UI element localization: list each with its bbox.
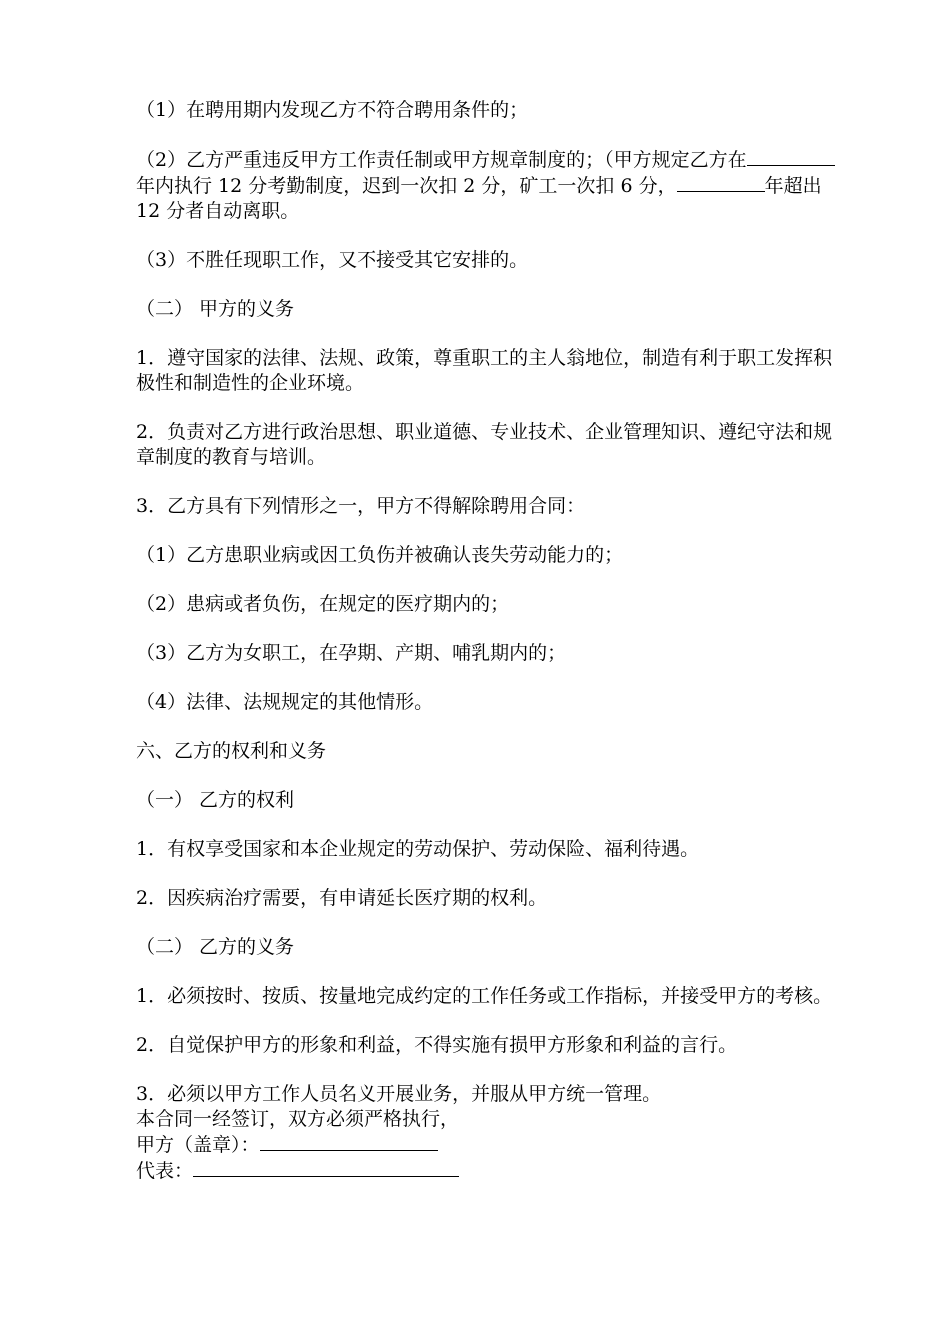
- representative-label: 代表：: [136, 1160, 194, 1182]
- representative-signature-field[interactable]: [193, 1158, 459, 1177]
- protection-item-3: （3）乙方为女职工，在孕期、产期、哺乳期内的；: [136, 642, 567, 664]
- section-heading-party-b-rights: （一） 乙方的权利: [136, 789, 295, 811]
- section-heading-party-b: 六、乙方的权利和义务: [136, 740, 327, 762]
- obligation-item-2: 2．负责对乙方进行政治思想、职业道德、专业技术、企业管理知识、遵纪守法和规章制度的教育与培训。: [136, 421, 833, 468]
- protection-item-2: （2）患病或者负伤，在规定的医疗期内的；: [136, 593, 510, 615]
- right-item-1: 1．有权享受国家和本企业规定的劳动保护、劳动保险、福利待遇。: [136, 838, 700, 860]
- protection-item-1: （1）乙方患职业病或因工负伤并被确认丧失劳动能力的；: [136, 544, 624, 566]
- party-a-signature-field[interactable]: [260, 1132, 438, 1151]
- section-heading-party-a-obligations: （二） 甲方的义务: [136, 298, 295, 320]
- party-a-signature-line: [136, 1132, 836, 1158]
- closing-statement: 本合同一经签订，双方必须严格执行，: [136, 1108, 460, 1130]
- clause-incompetent: （3）不胜任现职工作，又不接受其它安排的。: [136, 249, 529, 271]
- clause-rule-violation: [136, 147, 836, 224]
- year-blank-2[interactable]: [677, 173, 765, 192]
- obligation-item-3: 3．乙方具有下列情形之一，甲方不得解除聘用合同：: [136, 495, 586, 517]
- closing-block: [136, 1082, 836, 1184]
- clause-rule-violation-part1: （2）乙方严重违反甲方工作责任制或甲方规章制度的；（甲方规定乙方在: [136, 149, 747, 171]
- party-a-label: 甲方（盖章）：: [136, 1134, 260, 1156]
- clause-unqualified: （1）在聘用期内发现乙方不符合聘用条件的；: [136, 99, 529, 121]
- right-item-2: 2．因疾病治疗需要，有申请延长医疗期的权利。: [136, 887, 548, 909]
- party-b-obligation-item-3: 3．必须以甲方工作人员名义开展业务，并服从甲方统一管理。: [136, 1083, 662, 1105]
- party-b-obligation-item-2: 2．自觉保护甲方的形象和利益，不得实施有损甲方形象和利益的言行。: [136, 1034, 738, 1056]
- contract-page: [136, 98, 836, 1184]
- year-blank-1[interactable]: [747, 147, 835, 166]
- representative-line: [136, 1158, 836, 1184]
- obligation-item-1: 1．遵守国家的法律、法规、政策，尊重职工的主人翁地位，制造有利于职工发挥积极性和制造性的企业环境。: [136, 347, 833, 394]
- party-b-obligation-item-1: 1．必须按时、按质、按量地完成约定的工作任务或工作指标，并接受甲方的考核。: [136, 985, 833, 1007]
- section-heading-party-b-obligations: （二） 乙方的义务: [136, 936, 295, 958]
- clause-rule-violation-part2: 年内执行 12 分考勤制度，迟到一次扣 2 分，矿工一次扣 6 分，: [136, 175, 677, 197]
- protection-item-4: （4）法律、法规规定的其他情形。: [136, 691, 434, 713]
- clause-rule-violation-part3: 年超出 12 分者自动离职。: [136, 175, 822, 222]
